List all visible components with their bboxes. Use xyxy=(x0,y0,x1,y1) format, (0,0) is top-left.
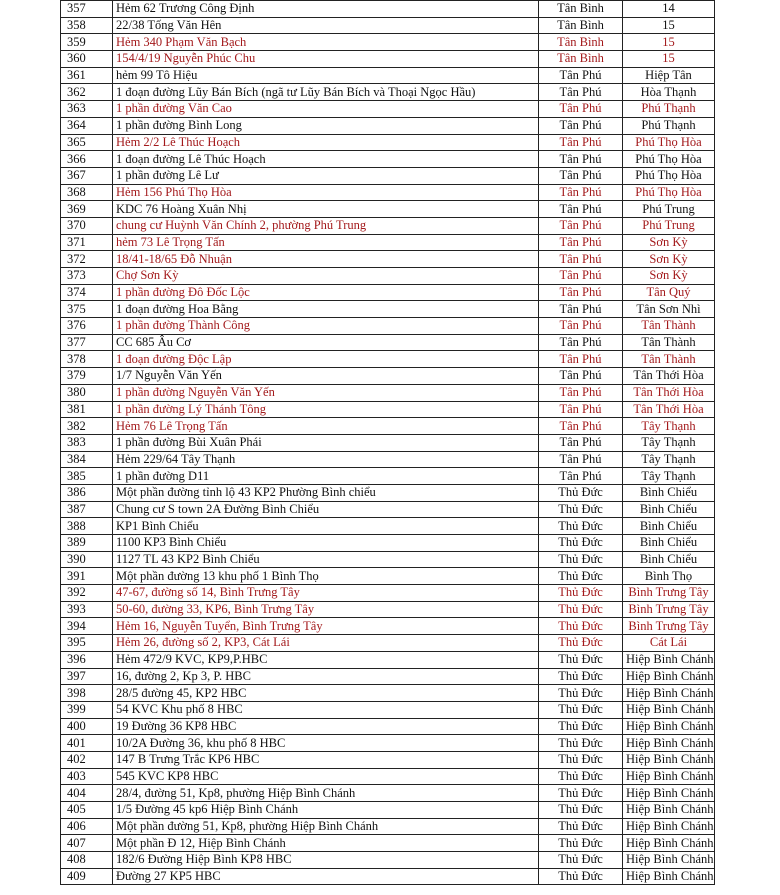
ward-cell: Tân Thành xyxy=(623,334,715,351)
district-cell: Thủ Đức xyxy=(539,651,623,668)
table-row xyxy=(61,384,715,401)
table-row xyxy=(61,451,715,468)
table-row xyxy=(61,234,715,251)
district-cell: Tân Phú xyxy=(539,151,623,168)
address-cell: 1 phần đường Bùi Xuân Phái xyxy=(113,434,539,451)
ward-cell: Hiệp Bình Chánh xyxy=(623,668,715,685)
table-row xyxy=(61,334,715,351)
row-number-cell: 382 xyxy=(61,418,113,435)
address-cell: Hẻm 76 Lê Trọng Tấn xyxy=(113,418,539,435)
row-number-cell: 357 xyxy=(61,1,113,18)
row-number-cell: 383 xyxy=(61,434,113,451)
table-row xyxy=(61,735,715,752)
ward-cell: Hiệp Bình Chánh xyxy=(623,802,715,819)
row-number-cell: 394 xyxy=(61,618,113,635)
address-cell: 19 Đường 36 KP8 HBC xyxy=(113,718,539,735)
ward-cell: Hiệp Bình Chánh xyxy=(623,651,715,668)
address-cell: Hẻm 472/9 KVC, KP9,P.HBC xyxy=(113,651,539,668)
district-cell: Thủ Đức xyxy=(539,568,623,585)
district-cell: Tân Phú xyxy=(539,284,623,301)
district-cell: Tân Phú xyxy=(539,201,623,218)
address-cell: 154/4/19 Nguyễn Phúc Chu xyxy=(113,51,539,68)
table-row xyxy=(61,17,715,34)
ward-cell: Sơn Kỳ xyxy=(623,234,715,251)
row-number-cell: 405 xyxy=(61,802,113,819)
row-number-cell: 384 xyxy=(61,451,113,468)
address-cell: 147 B Trưng Trắc KP6 HBC xyxy=(113,751,539,768)
district-cell: Tân Bình xyxy=(539,1,623,18)
table-row xyxy=(61,318,715,335)
district-cell: Tân Phú xyxy=(539,334,623,351)
district-cell: Thủ Đức xyxy=(539,701,623,718)
address-cell: 47-67, đường số 14, Bình Trưng Tây xyxy=(113,585,539,602)
district-cell: Tân Phú xyxy=(539,451,623,468)
address-cell: Hẻm 26, đường số 2, KP3, Cát Lái xyxy=(113,635,539,652)
address-cell: KP1 Bình Chiểu xyxy=(113,518,539,535)
table-row xyxy=(61,718,715,735)
district-cell: Thủ Đức xyxy=(539,585,623,602)
district-cell: Tân Phú xyxy=(539,101,623,118)
row-number-cell: 361 xyxy=(61,67,113,84)
ward-cell: Bình Chiểu xyxy=(623,518,715,535)
address-cell: 54 KVC Khu phố 8 HBC xyxy=(113,701,539,718)
district-cell: Tân Phú xyxy=(539,368,623,385)
ward-cell: Cát Lái xyxy=(623,635,715,652)
ward-cell: Bình Trưng Tây xyxy=(623,585,715,602)
district-cell: Tân Bình xyxy=(539,17,623,34)
row-number-cell: 395 xyxy=(61,635,113,652)
district-cell: Tân Bình xyxy=(539,51,623,68)
table-row xyxy=(61,201,715,218)
row-number-cell: 399 xyxy=(61,701,113,718)
address-cell: CC 685 Âu Cơ xyxy=(113,334,539,351)
ward-cell: 14 xyxy=(623,1,715,18)
table-row xyxy=(61,501,715,518)
district-cell: Thủ Đức xyxy=(539,852,623,869)
ward-cell: Phú Thọ Hòa xyxy=(623,184,715,201)
ward-cell: Phú Thọ Hòa xyxy=(623,134,715,151)
table-row xyxy=(61,585,715,602)
row-number-cell: 401 xyxy=(61,735,113,752)
table-row xyxy=(61,618,715,635)
district-cell: Thủ Đức xyxy=(539,601,623,618)
table-row xyxy=(61,67,715,84)
table-row xyxy=(61,768,715,785)
table-row xyxy=(61,668,715,685)
district-cell: Thủ Đức xyxy=(539,751,623,768)
table-row xyxy=(61,785,715,802)
row-number-cell: 362 xyxy=(61,84,113,101)
table-row xyxy=(61,568,715,585)
ward-cell: Tây Thạnh xyxy=(623,468,715,485)
ward-cell: Tân Sơn Nhì xyxy=(623,301,715,318)
row-number-cell: 400 xyxy=(61,718,113,735)
district-cell: Tân Phú xyxy=(539,468,623,485)
ward-cell: Phú Thọ Hòa xyxy=(623,167,715,184)
table-row xyxy=(61,151,715,168)
address-cell: 1 phần đường Thành Công xyxy=(113,318,539,335)
district-cell: Tân Phú xyxy=(539,234,623,251)
address-cell: Hẻm 2/2 Lê Thúc Hoạch xyxy=(113,134,539,151)
row-number-cell: 378 xyxy=(61,351,113,368)
table-row xyxy=(61,401,715,418)
address-cell: 1127 TL 43 KP2 Bình Chiểu xyxy=(113,551,539,568)
ward-cell: 15 xyxy=(623,34,715,51)
district-cell: Tân Phú xyxy=(539,268,623,285)
table-row xyxy=(61,284,715,301)
row-number-cell: 360 xyxy=(61,51,113,68)
row-number-cell: 374 xyxy=(61,284,113,301)
address-cell: Hẻm 340 Phạm Văn Bạch xyxy=(113,34,539,51)
address-cell: Hẻm 16, Nguyễn Tuyển, Bình Trưng Tây xyxy=(113,618,539,635)
address-cell: 1 đoạn đường Lũy Bán Bích (ngã tư Lũy Bán Bích và Thoại Ngọc Hầu) xyxy=(113,84,539,101)
address-cell: 16, đường 2, Kp 3, P. HBC xyxy=(113,668,539,685)
ward-cell: Sơn Kỳ xyxy=(623,268,715,285)
district-cell: Thủ Đức xyxy=(539,668,623,685)
row-number-cell: 391 xyxy=(61,568,113,585)
row-number-cell: 373 xyxy=(61,268,113,285)
district-cell: Thủ Đức xyxy=(539,518,623,535)
district-cell: Thủ Đức xyxy=(539,802,623,819)
table-row xyxy=(61,468,715,485)
district-cell: Tân Phú xyxy=(539,117,623,134)
address-cell: 1/5 Đường 45 kp6 Hiệp Bình Chánh xyxy=(113,802,539,819)
table-row xyxy=(61,34,715,51)
table-row xyxy=(61,418,715,435)
address-cell: chung cư Huỳnh Văn Chính 2, phường Phú Trung xyxy=(113,217,539,234)
district-cell: Thủ Đức xyxy=(539,501,623,518)
table-row xyxy=(61,268,715,285)
row-number-cell: 358 xyxy=(61,17,113,34)
ward-cell: Hiệp Bình Chánh xyxy=(623,835,715,852)
district-cell: Tân Phú xyxy=(539,351,623,368)
table-row xyxy=(61,701,715,718)
address-cell: 1100 KP3 Bình Chiểu xyxy=(113,535,539,552)
ward-cell: Hiệp Bình Chánh xyxy=(623,751,715,768)
table-row xyxy=(61,117,715,134)
district-cell: Thủ Đức xyxy=(539,768,623,785)
address-cell: 1 phần đường Lý Thánh Tông xyxy=(113,401,539,418)
address-cell: 1 đoạn đường Hoa Bằng xyxy=(113,301,539,318)
ward-cell: Phú Thạnh xyxy=(623,101,715,118)
district-cell: Thủ Đức xyxy=(539,835,623,852)
district-cell: Thủ Đức xyxy=(539,685,623,702)
document-page xyxy=(60,0,714,885)
ward-cell: Phú Thạnh xyxy=(623,117,715,134)
row-number-cell: 393 xyxy=(61,601,113,618)
row-number-cell: 363 xyxy=(61,101,113,118)
district-cell: Tân Phú xyxy=(539,384,623,401)
table-row xyxy=(61,1,715,18)
district-cell: Tân Phú xyxy=(539,167,623,184)
table-row xyxy=(61,51,715,68)
row-number-cell: 402 xyxy=(61,751,113,768)
table-row xyxy=(61,101,715,118)
address-cell: 1 phần đường Lê Lư xyxy=(113,167,539,184)
district-cell: Tân Phú xyxy=(539,184,623,201)
address-cell: Một phần đường tỉnh lộ 43 KP2 Phường Bình chiểu xyxy=(113,484,539,501)
row-number-cell: 367 xyxy=(61,167,113,184)
row-number-cell: 372 xyxy=(61,251,113,268)
address-cell: 182/6 Đường Hiệp Bình KP8 HBC xyxy=(113,852,539,869)
row-number-cell: 396 xyxy=(61,651,113,668)
table-row xyxy=(61,184,715,201)
row-number-cell: 404 xyxy=(61,785,113,802)
table-body xyxy=(61,1,715,885)
ward-cell: Phú Trung xyxy=(623,201,715,218)
row-number-cell: 407 xyxy=(61,835,113,852)
address-cell: Đường 27 KP5 HBC xyxy=(113,868,539,885)
ward-cell: Tân Thới Hòa xyxy=(623,384,715,401)
table-row xyxy=(61,84,715,101)
ward-cell: Hiệp Bình Chánh xyxy=(623,852,715,869)
address-cell: 1 phần đường Nguyễn Văn Yến xyxy=(113,384,539,401)
address-cell: Một phần Đ 12, Hiệp Bình Chánh xyxy=(113,835,539,852)
address-cell: 50-60, đường 33, KP6, Bình Trưng Tây xyxy=(113,601,539,618)
ward-cell: Tân Thới Hòa xyxy=(623,368,715,385)
address-cell: Hẻm 62 Trương Công Định xyxy=(113,1,539,18)
table-row xyxy=(61,434,715,451)
row-number-cell: 403 xyxy=(61,768,113,785)
district-cell: Thủ Đức xyxy=(539,735,623,752)
table-row xyxy=(61,868,715,885)
table-row xyxy=(61,635,715,652)
ward-cell: Phú Thọ Hòa xyxy=(623,151,715,168)
table-row xyxy=(61,852,715,869)
ward-cell: Tây Thạnh xyxy=(623,434,715,451)
district-cell: Tân Phú xyxy=(539,134,623,151)
address-cell: 545 KVC KP8 HBC xyxy=(113,768,539,785)
address-cell: 18/41-18/65 Đỗ Nhuận xyxy=(113,251,539,268)
row-number-cell: 377 xyxy=(61,334,113,351)
district-cell: Thủ Đức xyxy=(539,551,623,568)
table-row xyxy=(61,818,715,835)
table-row xyxy=(61,601,715,618)
row-number-cell: 364 xyxy=(61,117,113,134)
table-row xyxy=(61,535,715,552)
district-cell: Thủ Đức xyxy=(539,868,623,885)
district-cell: Thủ Đức xyxy=(539,618,623,635)
ward-cell: Hiệp Tân xyxy=(623,67,715,84)
district-cell: Thủ Đức xyxy=(539,535,623,552)
district-cell: Thủ Đức xyxy=(539,718,623,735)
ward-cell: Bình Chiểu xyxy=(623,535,715,552)
row-number-cell: 397 xyxy=(61,668,113,685)
ward-cell: Tân Thành xyxy=(623,351,715,368)
row-number-cell: 379 xyxy=(61,368,113,385)
district-cell: Tân Phú xyxy=(539,418,623,435)
ward-cell: Hòa Thạnh xyxy=(623,84,715,101)
ward-cell: Tây Thạnh xyxy=(623,451,715,468)
address-cell: 1 phần đường Văn Cao xyxy=(113,101,539,118)
district-cell: Tân Phú xyxy=(539,434,623,451)
row-number-cell: 371 xyxy=(61,234,113,251)
ward-cell: Tây Thạnh xyxy=(623,418,715,435)
row-number-cell: 375 xyxy=(61,301,113,318)
ward-cell: Tân Thới Hòa xyxy=(623,401,715,418)
row-number-cell: 359 xyxy=(61,34,113,51)
district-cell: Tân Phú xyxy=(539,251,623,268)
ward-cell: Hiệp Bình Chánh xyxy=(623,718,715,735)
ward-cell: Hiệp Bình Chánh xyxy=(623,685,715,702)
table-row xyxy=(61,751,715,768)
district-cell: Tân Phú xyxy=(539,217,623,234)
district-cell: Thủ Đức xyxy=(539,635,623,652)
table-row xyxy=(61,217,715,234)
address-cell: 1 phần đường Đô Đốc Lộc xyxy=(113,284,539,301)
address-cell: 10/2A Đường 36, khu phố 8 HBC xyxy=(113,735,539,752)
row-number-cell: 369 xyxy=(61,201,113,218)
table-row xyxy=(61,484,715,501)
address-cell: 1 phần đường Bình Long xyxy=(113,117,539,134)
address-cell: 1 đoạn đường Độc Lập xyxy=(113,351,539,368)
address-cell: 1 phần đường D11 xyxy=(113,468,539,485)
district-cell: Tân Bình xyxy=(539,34,623,51)
ward-cell: Bình Chiểu xyxy=(623,484,715,501)
table-row xyxy=(61,802,715,819)
row-number-cell: 390 xyxy=(61,551,113,568)
address-cell: KDC 76 Hoàng Xuân Nhị xyxy=(113,201,539,218)
row-number-cell: 376 xyxy=(61,318,113,335)
ward-cell: 15 xyxy=(623,17,715,34)
address-cell: 1 đoạn đường Lê Thúc Hoạch xyxy=(113,151,539,168)
district-cell: Tân Phú xyxy=(539,318,623,335)
row-number-cell: 388 xyxy=(61,518,113,535)
row-number-cell: 386 xyxy=(61,484,113,501)
row-number-cell: 385 xyxy=(61,468,113,485)
table-row xyxy=(61,351,715,368)
ward-cell: Bình Trưng Tây xyxy=(623,618,715,635)
ward-cell: Tân Thành xyxy=(623,318,715,335)
ward-cell: Hiệp Bình Chánh xyxy=(623,768,715,785)
ward-cell: Sơn Kỳ xyxy=(623,251,715,268)
address-cell: hẻm 73 Lê Trọng Tấn xyxy=(113,234,539,251)
district-cell: Thủ Đức xyxy=(539,484,623,501)
district-cell: Tân Phú xyxy=(539,84,623,101)
row-number-cell: 381 xyxy=(61,401,113,418)
district-cell: Thủ Đức xyxy=(539,818,623,835)
address-cell: 1/7 Nguyễn Văn Yến xyxy=(113,368,539,385)
ward-cell: Tân Quý xyxy=(623,284,715,301)
row-number-cell: 392 xyxy=(61,585,113,602)
ward-cell: Bình Chiểu xyxy=(623,501,715,518)
address-cell: hẻm 99 Tô Hiệu xyxy=(113,67,539,84)
row-number-cell: 398 xyxy=(61,685,113,702)
row-number-cell: 409 xyxy=(61,868,113,885)
ward-cell: Phú Trung xyxy=(623,217,715,234)
address-cell: Chợ Sơn Kỳ xyxy=(113,268,539,285)
row-number-cell: 408 xyxy=(61,852,113,869)
district-cell: Tân Phú xyxy=(539,67,623,84)
row-number-cell: 380 xyxy=(61,384,113,401)
row-number-cell: 406 xyxy=(61,818,113,835)
table-row xyxy=(61,251,715,268)
table-row xyxy=(61,651,715,668)
ward-cell: Bình Chiểu xyxy=(623,551,715,568)
row-number-cell: 368 xyxy=(61,184,113,201)
address-cell: Hẻm 229/64 Tây Thạnh xyxy=(113,451,539,468)
ward-cell: Bình Trưng Tây xyxy=(623,601,715,618)
ward-cell: Hiệp Bình Chánh xyxy=(623,868,715,885)
location-table xyxy=(60,0,715,885)
table-row xyxy=(61,301,715,318)
table-row xyxy=(61,368,715,385)
ward-cell: Hiệp Bình Chánh xyxy=(623,818,715,835)
row-number-cell: 365 xyxy=(61,134,113,151)
ward-cell: Hiệp Bình Chánh xyxy=(623,785,715,802)
district-cell: Tân Phú xyxy=(539,301,623,318)
address-cell: Hẻm 156 Phú Thọ Hòa xyxy=(113,184,539,201)
table-row xyxy=(61,685,715,702)
table-row xyxy=(61,551,715,568)
address-cell: 28/5 đường 45, KP2 HBC xyxy=(113,685,539,702)
ward-cell: 15 xyxy=(623,51,715,68)
ward-cell: Bình Thọ xyxy=(623,568,715,585)
table-row xyxy=(61,167,715,184)
row-number-cell: 387 xyxy=(61,501,113,518)
table-row xyxy=(61,134,715,151)
row-number-cell: 366 xyxy=(61,151,113,168)
table-row xyxy=(61,835,715,852)
address-cell: Một phần đường 13 khu phố 1 Bình Thọ xyxy=(113,568,539,585)
row-number-cell: 389 xyxy=(61,535,113,552)
ward-cell: Hiệp Bình Chánh xyxy=(623,735,715,752)
address-cell: Một phần đường 51, Kp8, phường Hiệp Bình Chánh xyxy=(113,818,539,835)
ward-cell: Hiệp Bình Chánh xyxy=(623,701,715,718)
district-cell: Thủ Đức xyxy=(539,785,623,802)
address-cell: Chung cư S town 2A Đường Bình Chiểu xyxy=(113,501,539,518)
table-row xyxy=(61,518,715,535)
row-number-cell: 370 xyxy=(61,217,113,234)
district-cell: Tân Phú xyxy=(539,401,623,418)
address-cell: 22/38 Tống Văn Hên xyxy=(113,17,539,34)
address-cell: 28/4, đường 51, Kp8, phường Hiệp Bình Chánh xyxy=(113,785,539,802)
